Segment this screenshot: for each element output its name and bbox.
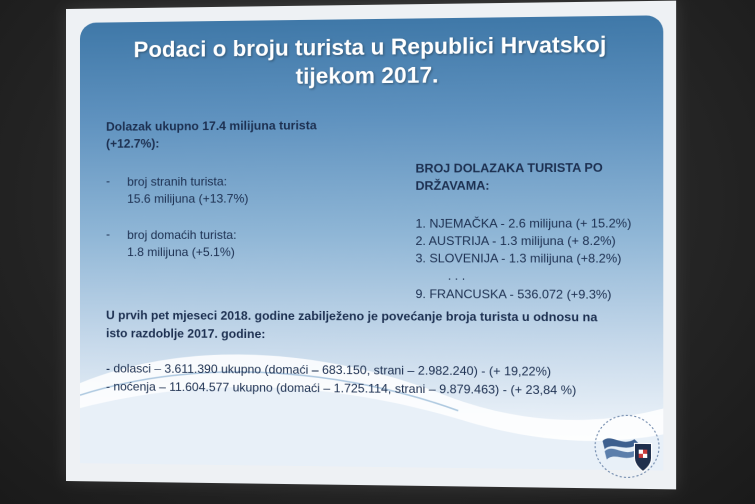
nights-2018: - noćenja – 11.604.577 ukupno (domaći – 1.725.114, strani – 9.879.463) - (+ 23,84 %)	[106, 379, 577, 398]
domestic-tourists-label: broj domaćih turista:	[127, 227, 237, 242]
police-shield-icon	[592, 412, 662, 481]
domestic-tourists-value: 1.8 milijuna (+5.1%)	[127, 245, 235, 260]
foreign-tourists-value: 15.6 milijuna (+13.7%)	[127, 191, 249, 206]
country-item: 9. FRANCUSKA - 536.072 (+9.3%)	[415, 286, 612, 302]
title-line-1: Podaci o broju turista u Republici Hrvatskoj	[133, 31, 607, 63]
country-ellipsis: . . .	[447, 268, 466, 283]
period-summary-2: isto razdoblje 2017. godine:	[106, 326, 266, 342]
country-item: 3. SLOVENIJA - 1.3 milijuna (+8.2%)	[415, 251, 622, 266]
foreign-tourists-label: broj stranih turista:	[127, 174, 227, 189]
projector-screen	[66, 1, 676, 490]
arrivals-total-change: (+12.7%):	[106, 136, 160, 151]
slide-title	[80, 30, 663, 93]
arrivals-2018: - dolasci – 3.611.390 ukupno (domaći – 683.150, strani – 2.982.240) - (+ 19,22%)	[106, 361, 552, 379]
bullet-dash: -	[106, 226, 111, 241]
title-line-2: tijekom 2017.	[295, 62, 439, 89]
presentation-slide	[80, 15, 663, 470]
by-country-heading: BROJ DOLAZAKA TURISTA PO	[415, 160, 603, 176]
country-item: 1. NJEMAČKA - 2.6 milijuna (+ 15.2%)	[415, 216, 632, 231]
bullet-dash: -	[106, 173, 111, 188]
by-country-heading-2: DRŽAVAMA:	[415, 178, 490, 193]
period-summary: U prvih pet mjeseci 2018. godine zabilježeno je povećanje broja turista u odnosu na	[106, 308, 598, 325]
country-item: 2. AUSTRIJA - 1.3 milijuna (+ 8.2%)	[415, 233, 616, 249]
arrivals-total: Dolazak ukupno 17.4 milijuna turista	[106, 118, 317, 134]
